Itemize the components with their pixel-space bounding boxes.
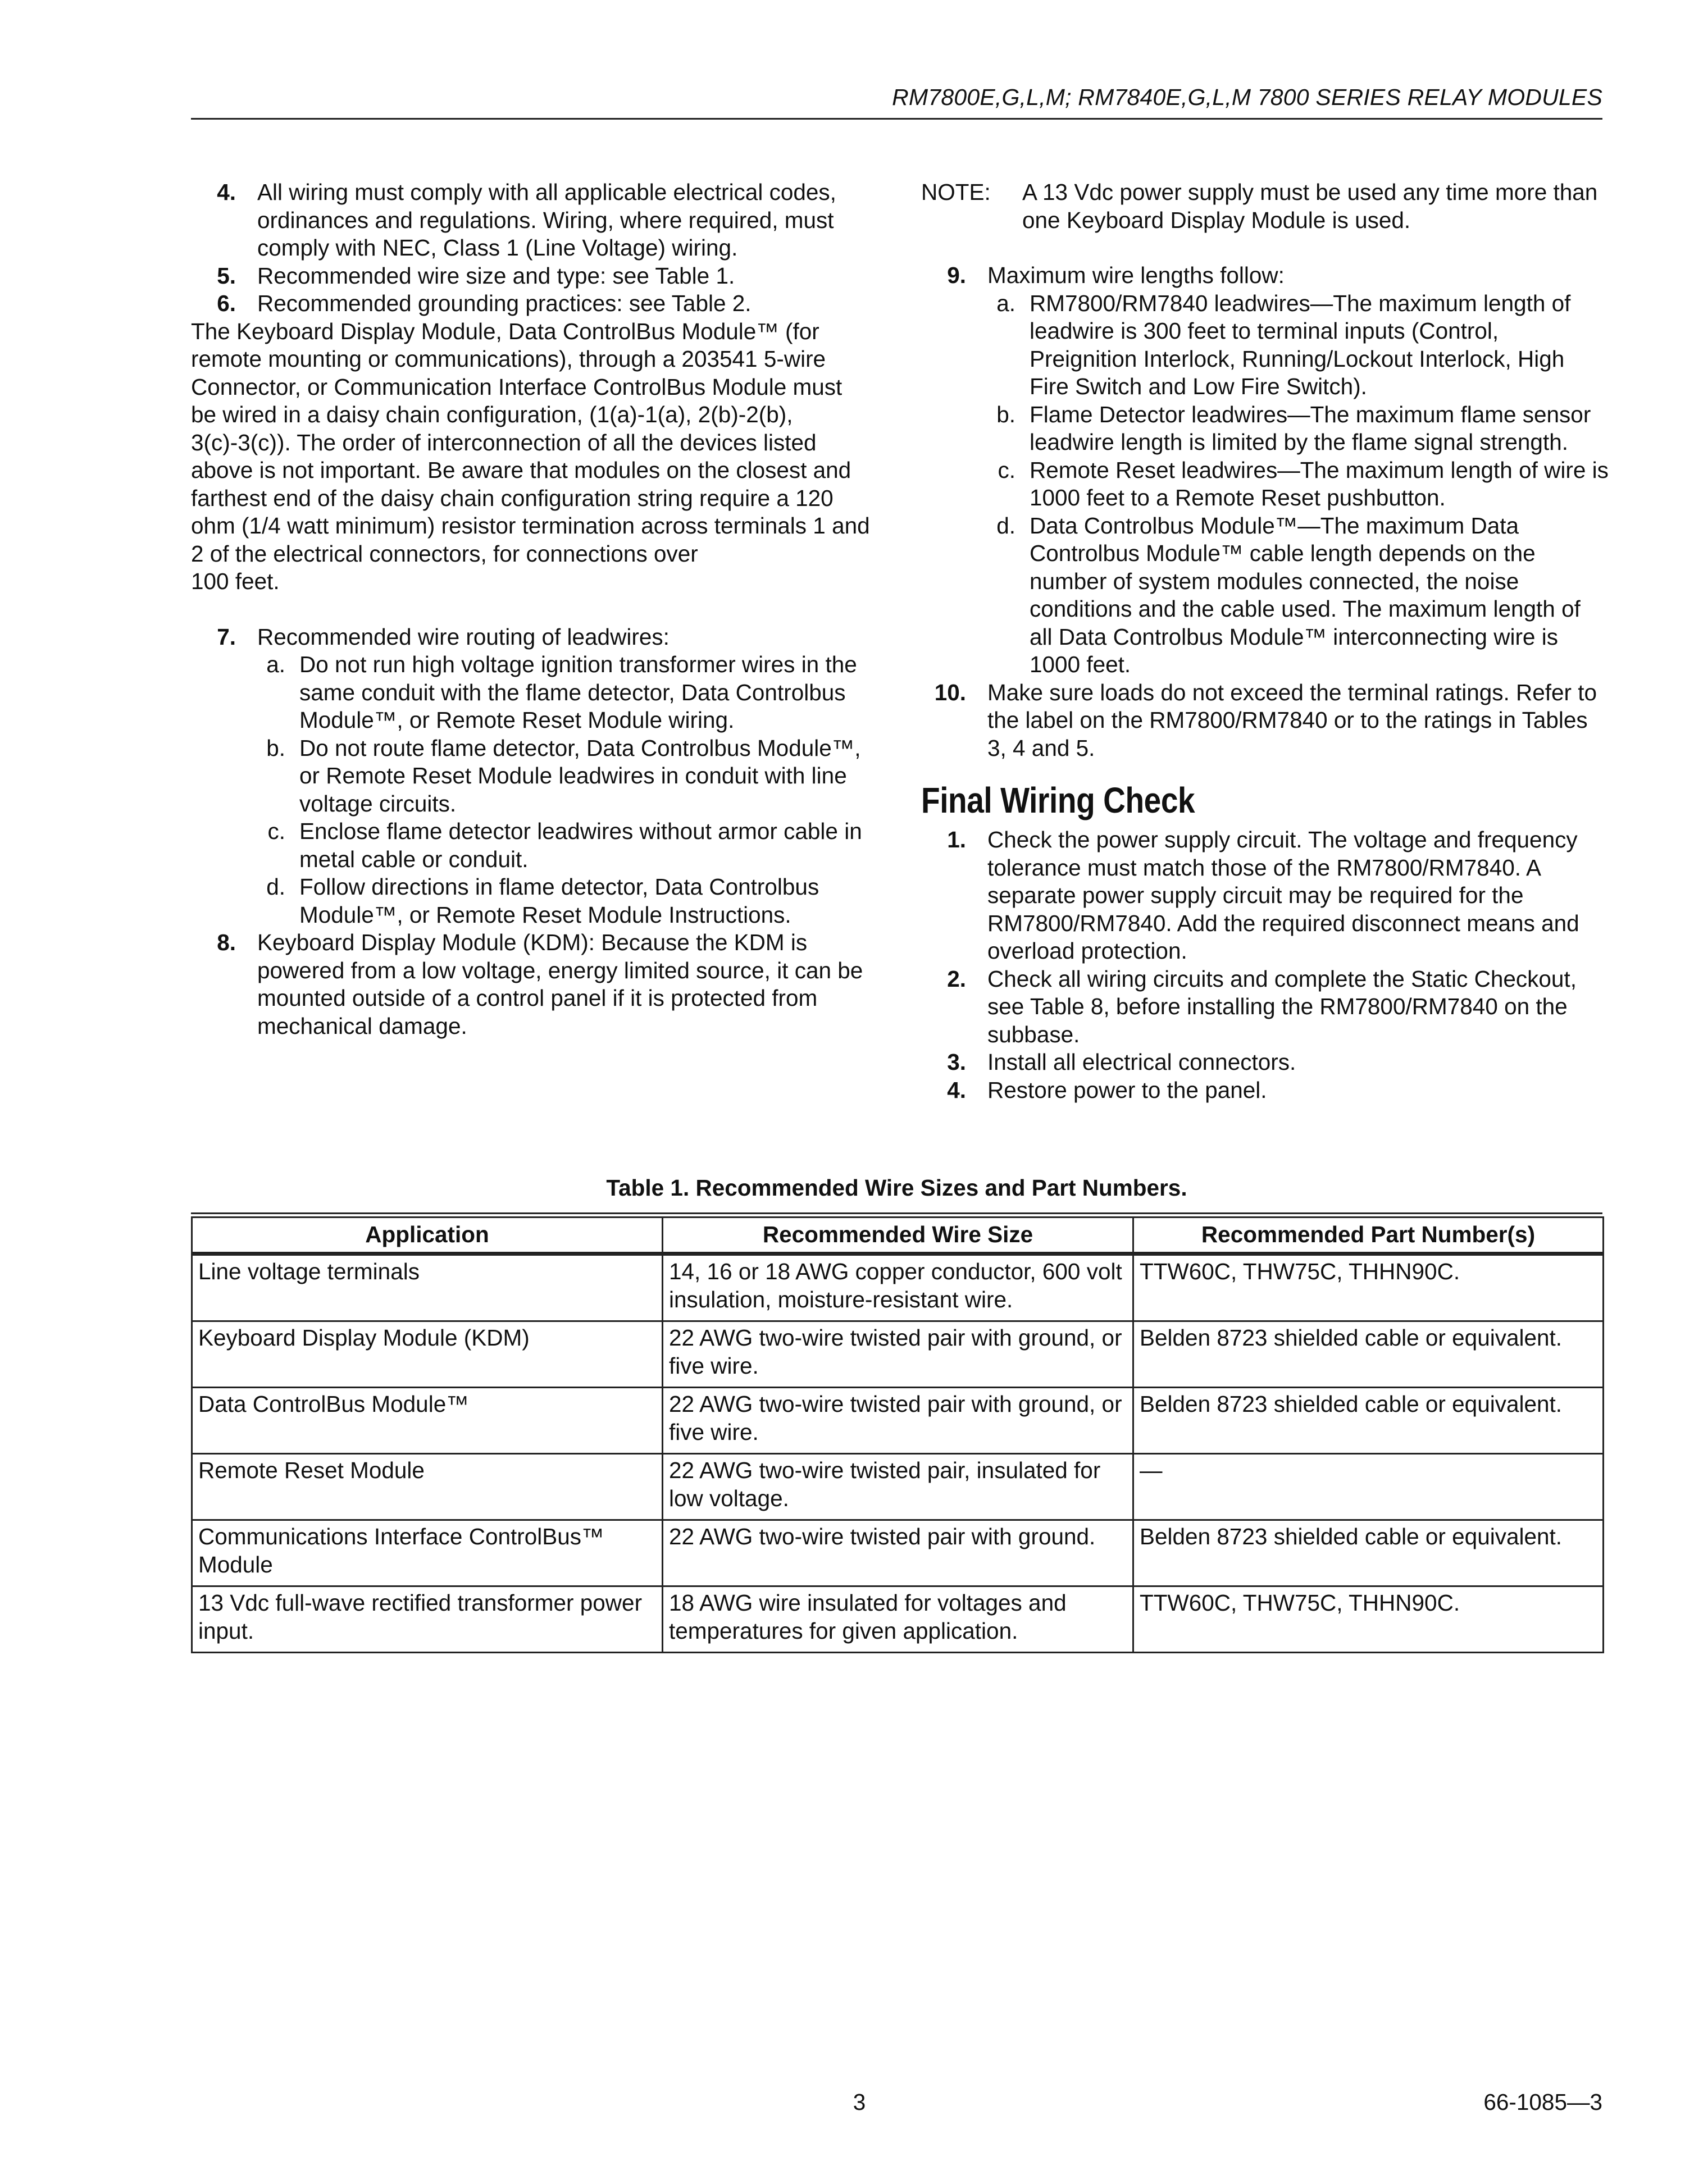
table-cell: Communications Interface ControlBus™ Module (192, 1520, 663, 1586)
sub-letter: a. (266, 651, 285, 677)
list-item-8 (191, 929, 871, 1040)
final-check-item-3 (921, 1048, 1609, 1077)
table-header-row (192, 1218, 1604, 1254)
sublist-item-b (987, 401, 1609, 457)
sublist-item-a (257, 651, 871, 735)
item-text: Install all electrical connectors. (987, 1049, 1296, 1075)
note-block (921, 179, 1609, 234)
list-item-10 (921, 679, 1609, 763)
wire-size-table (191, 1216, 1604, 1653)
table-row (192, 1321, 1604, 1388)
daisy-chain-paragraph: The Keyboard Display Module, Data ControlBus Module™ (for remote mounting or communications), through a 203541 5-wire Connector, or Communication Interface ControlBus Module must be wired in a daisy chain configuration, (1(a)-1(a), 2(b)-2(b), 3(c)-3(c)). The order of interconnection of all the devices listed above is not important. Be aware that modules on the closest and farthest end of the daisy chain configuration string require a 120 ohm (1/4 watt minimum) resistor termination across terminals 1 and 2 of the electrical connectors, for connections over (191, 318, 870, 567)
item-number: 6. (217, 290, 236, 316)
item-text: Maximum wire lengths follow: (987, 262, 1285, 288)
sub-text: Data Controlbus Module™—The maximum Data Controlbus Module™ cable length depends on the number of system modules connected, the noise conditions and the cable used. The maximum length of all Data Controlbus Module™ interconnecting wire is 1000 feet. (1030, 512, 1581, 677)
sub-letter: c. (998, 457, 1015, 483)
list-item-4 (191, 179, 871, 262)
final-check-item-1 (921, 826, 1609, 965)
sub-letter: b. (996, 401, 1015, 427)
document-number: 66-1085—3 (1483, 2089, 1602, 2115)
item-text: Recommended wire size and type: see Table 1. (257, 262, 735, 289)
table-cell: TTW60C, THW75C, THHN90C. (1133, 1254, 1604, 1321)
table-cell: 22 AWG two-wire twisted pair with ground. (663, 1520, 1133, 1586)
table-cell: 14, 16 or 18 AWG copper conductor, 600 volt insulation, moisture-resistant wire. (663, 1254, 1133, 1321)
sublist-item-d (257, 873, 871, 929)
item-text: Make sure loads do not exceed the terminal ratings. Refer to the label on the RM7800/RM7840 or to the ratings in Tables 3, 4 and 5. (987, 679, 1597, 761)
table-row (192, 1254, 1604, 1321)
sublist-item-a (987, 290, 1609, 401)
sub-letter: d. (996, 512, 1015, 539)
sub-text: Enclose flame detector leadwires without armor cable in metal cable or conduit. (299, 818, 862, 872)
item-number: 9. (947, 262, 966, 288)
list-item-5 (191, 262, 871, 290)
table-cell: 22 AWG two-wire twisted pair with ground, or five wire. (663, 1321, 1133, 1388)
sublist-item-d (987, 512, 1609, 679)
note-label: NOTE: (921, 179, 991, 205)
right-column (921, 179, 1609, 1104)
item-number: 7. (217, 623, 236, 650)
item-number: 8. (217, 929, 236, 955)
item-number: 4. (217, 179, 236, 205)
spacer (921, 234, 1609, 262)
table-row (192, 1454, 1604, 1520)
table-cell: Belden 8723 shielded cable or equivalent. (1133, 1388, 1604, 1454)
item-text: All wiring must comply with all applicable electrical codes, ordinances and regulations. Wiring, where required, must comply with NEC, Class 1 (Line Voltage) wiring. (257, 179, 836, 261)
item-text: Restore power to the panel. (987, 1077, 1267, 1103)
table-row (192, 1586, 1604, 1653)
list-item-6 (191, 290, 871, 318)
left-column (191, 179, 871, 1040)
table-top-rule (191, 1212, 1602, 1214)
running-header-title: RM7800E,G,L,M; RM7840E,G,L,M 7800 SERIES RELAY MODULES (892, 84, 1602, 110)
item-text: Check all wiring circuits and complete the Static Checkout, see Table 8, before installing the RM7800/RM7840 on the subbase. (987, 965, 1577, 1047)
item-number: 5. (217, 262, 236, 289)
sub-text: Remote Reset leadwires—The maximum length of wire is 1000 feet to a Remote Reset pushbutton. (1030, 457, 1609, 510)
list-item-7 (191, 623, 871, 929)
daisy-chain-paragraph-end: 100 feet. (191, 568, 280, 594)
section-heading-final-wiring-check: Final Wiring Check (921, 780, 1195, 820)
table-caption: Table 1. Recommended Wire Sizes and Part Numbers. (606, 1175, 1187, 1201)
table-row (192, 1520, 1604, 1586)
list-item-9 (921, 262, 1609, 679)
item-text: Recommended grounding practices: see Table 2. (257, 290, 752, 316)
column-header-application: Application (192, 1218, 663, 1254)
item-text: Check the power supply circuit. The voltage and frequency tolerance must match those of the RM7800/RM7840. A separate power supply circuit may be required for the RM7800/RM7840. Add the required disconnect means and overload protection. (987, 827, 1579, 964)
sub-letter: a. (996, 290, 1015, 316)
item-number: 2. (947, 965, 966, 992)
sub-text: Follow directions in flame detector, Data Controlbus Module™, or Remote Reset Module Instructions. (299, 874, 819, 928)
sublist-item-c (987, 457, 1609, 512)
table-cell: Remote Reset Module (192, 1454, 663, 1520)
wire-length-sublist (987, 290, 1609, 679)
sublist-item-b (257, 735, 871, 818)
sub-letter: d. (266, 874, 285, 900)
table-cell: Data ControlBus Module™ (192, 1388, 663, 1454)
table-row (192, 1388, 1604, 1454)
table-cell: Line voltage terminals (192, 1254, 663, 1321)
table-cell: — (1133, 1454, 1604, 1520)
final-check-item-4 (921, 1077, 1609, 1105)
routing-sublist (257, 651, 871, 929)
sub-text: Do not run high voltage ignition transformer wires in the same conduit with the flame detector, Data Controlbus Module™, or Remote Reset Module wiring. (299, 651, 857, 733)
item-number: 1. (947, 827, 966, 852)
table-cell: Keyboard Display Module (KDM) (192, 1321, 663, 1388)
final-check-item-2 (921, 965, 1609, 1049)
item-text: Keyboard Display Module (KDM): Because the KDM is powered from a low voltage, energy limited source, it can be mounted outside of a control panel if it is protected from mechanical damage. (257, 929, 863, 1039)
table-cell: 13 Vdc full-wave rectified transformer power input. (192, 1586, 663, 1653)
sub-text: RM7800/RM7840 leadwires—The maximum length of leadwire is 300 feet to terminal inputs (Control, Preignition Interlock, Running/Lockout Interlock, High Fire Switch and Low Fire Switch). (1030, 290, 1571, 399)
header-rule (191, 118, 1602, 120)
sublist-item-c (257, 818, 871, 873)
sub-letter: c. (267, 818, 285, 844)
sub-letter: b. (266, 735, 285, 761)
sub-text: Flame Detector leadwires—The maximum flame sensor leadwire length is limited by the flame signal strength. (1030, 401, 1591, 455)
item-number: 10. (934, 679, 966, 705)
item-number: 3. (947, 1049, 966, 1075)
sub-text: Do not route flame detector, Data Controlbus Module™, or Remote Reset Module leadwires in conduit with line voltage circuits. (299, 735, 861, 817)
item-text: Recommended wire routing of leadwires: (257, 623, 670, 650)
table-cell: 22 AWG two-wire twisted pair, insulated for low voltage. (663, 1454, 1133, 1520)
spacer (191, 596, 871, 623)
table-cell: 18 AWG wire insulated for voltages and temperatures for given application. (663, 1586, 1133, 1653)
page-number: 3 (853, 2089, 866, 2115)
item-number: 4. (947, 1077, 966, 1103)
table-cell: 22 AWG two-wire twisted pair with ground, or five wire. (663, 1388, 1133, 1454)
column-header-part-numbers: Recommended Part Number(s) (1133, 1218, 1604, 1254)
table-cell: Belden 8723 shielded cable or equivalent. (1133, 1520, 1604, 1586)
table-cell: TTW60C, THW75C, THHN90C. (1133, 1586, 1604, 1653)
column-header-wire-size: Recommended Wire Size (663, 1218, 1133, 1254)
note-text: A 13 Vdc power supply must be used any time more than one Keyboard Display Module is used. (1022, 179, 1598, 233)
table-cell: Belden 8723 shielded cable or equivalent. (1133, 1321, 1604, 1388)
